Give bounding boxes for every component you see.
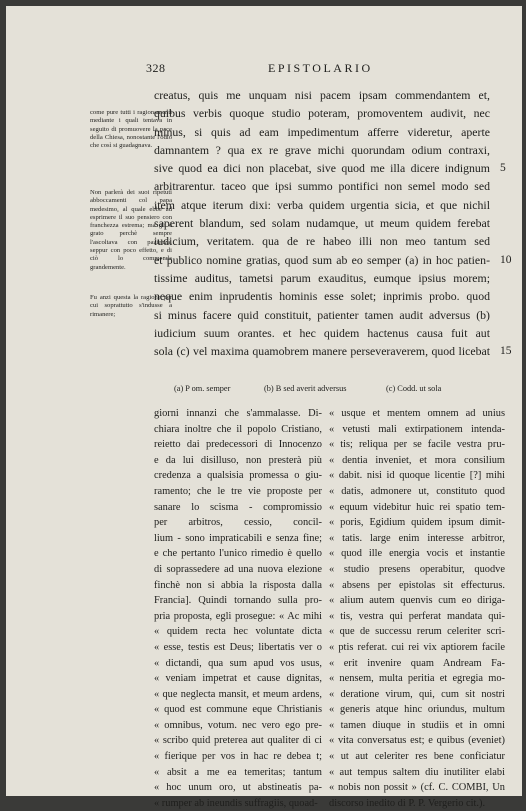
commentary-line: « omnibus, votum. nec vero ego pre- <box>154 719 322 731</box>
commentary-line: « absens per epistolas sit effecturus. <box>329 579 505 591</box>
commentary-line: « alium autem quenvis cum eo diriga- <box>329 595 505 607</box>
latin-text-block <box>154 86 490 360</box>
commentary-line: « dentia inveniet, et mora consilium <box>329 454 505 466</box>
commentary-line: pria proposta, egli prosegue: « Ac mihi <box>154 610 322 622</box>
latin-line: arbitrarentur. taceo que ipsi summo pontifici non semel modo sed <box>154 179 490 194</box>
commentary-line: lium - sono impraticabili e senza fine; <box>154 532 322 544</box>
commentary-line: « rumper ab ineundis suffragiis, quoad- <box>154 797 318 809</box>
commentary-line: « poris, Egidium quidem ipsum dimit- <box>329 517 505 529</box>
commentary-line: « veniam impetrat et cause dignitas, <box>154 673 322 685</box>
commentary-line: « erit invenire quam Andream Fa- <box>329 657 505 669</box>
latin-line: item atque iterum dixi: verba quidem urgentia sicia, et que nichil <box>154 197 490 212</box>
latin-line: sive quod ea dici non placebat, sive quod me illa dicere indignum <box>154 161 490 176</box>
commentary-line: « deratione virum, qui, cum sit nostri <box>329 688 505 700</box>
footnote-c: (c) Codd. ut sola <box>386 384 442 393</box>
commentary-line: « hoc unum oro, ut abstineatis pa- <box>154 782 322 794</box>
line-number: 5 <box>500 162 506 175</box>
commentary-line: « datis, admonere ut, constituto quod <box>329 485 505 497</box>
commentary-line: « dabit. nisi id quoque licentie [?] mihi <box>329 470 505 482</box>
commentary-line: « vetusti mali extirpationem intenda- <box>329 423 505 435</box>
commentary-line: « tatis. large enim interesse arbitror, <box>329 532 505 544</box>
commentary-line: « scribo quid preterea aut qualiter di ci <box>154 735 322 747</box>
commentary-line: credenza a qualsisia promessa o giu- <box>154 470 322 482</box>
commentary-line: « tamen diuque in studiis et in omni <box>329 719 505 731</box>
page-number: 328 <box>146 61 166 75</box>
latin-line: iudicium suum orantes. et hec quidem hactenus causa fuit aut <box>154 325 490 340</box>
commentary-line: « dictandi, qua sum apud vos usus, <box>154 657 322 669</box>
footnote-b: (b) B sed averit adversus <box>264 384 347 393</box>
commentary-line: « studio presens operabitur, quodve <box>329 563 505 575</box>
line-numbers <box>500 86 512 360</box>
commentary-line: « ptis referat. cui rei vix aptiorem facile <box>329 641 505 653</box>
commentary-line: discorso inedito di P. P. Vergerio cit.). <box>329 797 486 809</box>
commentary-line: « esse, testis est Deus; libertatis ver o <box>154 641 322 653</box>
latin-line: creatus, quis me unquam nisi pacem ipsam commendantem et, <box>154 88 490 102</box>
commentary-line: chiara inoltre che il popolo Cristiano, <box>154 423 322 435</box>
book-page <box>6 6 522 809</box>
commentary-line: ramento; che le tre vie proposte per <box>154 485 322 497</box>
latin-line: iudicium, veritatem. qua de re habeo illi non meo tantum sed <box>154 234 490 249</box>
commentary-line: « fierique per vos in hac re debea t; <box>154 751 322 763</box>
latin-line: et publico nomine gratias, quod sum ab eo semper (a) in hoc patien- <box>154 252 490 267</box>
commentary-right-column <box>329 406 505 811</box>
commentary-line: « aut tempus saltem diu inutiliter elabi <box>329 766 505 778</box>
commentary-line: « usque et mentem omnem ad unius <box>329 408 505 419</box>
commentary-line: « quidem recta hec voluntate dicta <box>154 626 322 638</box>
commentary-line: « tis; reliqua per se facile vestra pru- <box>329 439 505 451</box>
commentary-line: per arbitros, cessio, concil- <box>154 517 322 529</box>
latin-line: sola (c) vel maxima quamobrem manere perseveraverem, quod licebat <box>154 344 490 359</box>
commentary-line: e da lui disilluso, non presterà più <box>154 454 322 466</box>
latin-line: quibus verbis quoque studio poteram, promoventem audivit, nec <box>154 106 490 121</box>
commentary-line: reietto dai predecessori di Innocenzo <box>154 439 322 451</box>
latin-line: neque enim inprudentis hominis esse solet; inprimis probo. quod <box>154 289 490 304</box>
page-header <box>6 61 522 75</box>
footnote-a: (a) P om. semper <box>174 384 231 393</box>
footnotes <box>6 384 522 396</box>
line-number: 10 <box>500 253 512 266</box>
commentary-line: « nensem, multa peritia et egregia mo- <box>329 673 505 685</box>
commentary-left-column <box>154 406 322 811</box>
sidenote-2: Non parlerà dei suoi ripetuti abboccamenti col papa medesimo, al quale ebbe ad esprimere il suo pensiero con franchezza estrema; ma gli è grato perchè sempre l'ascoltava con pazienza, seppur con poco effetto, e di ciò lo commenda grandemente. <box>90 189 172 271</box>
commentary-line: « vita conversatus est; e quibus (eveniet) <box>329 735 505 747</box>
commentary-line: finchè non si abbia la risposta dalla <box>154 579 322 591</box>
line-number: 15 <box>500 345 512 358</box>
commentary-line: « quod ille energia vocis et instantie <box>329 548 505 560</box>
latin-line: saperent blandum, sed solam nudamque, ut meum quidem ferebat <box>154 216 490 231</box>
sidenote-3: Fu anzi questa la ragione per cui soprattutto s'indusse a rimanere; <box>90 294 172 318</box>
commentary-line: « nobis non possit » (cf. C. COMBI, Un <box>329 782 505 794</box>
commentary-line: Francia]. Quindi tornando sulla pro- <box>154 595 322 607</box>
latin-line: tissime auditus, tametsi parum exauditus, eumque ipsius morem; <box>154 270 490 285</box>
commentary-line: sanare lo scisma - compromissio <box>154 501 322 513</box>
commentary-line: « tis, vestra qui perferat mandata qui- <box>329 610 505 622</box>
commentary-line: « absit a me ea temeritas; tantum <box>154 766 322 778</box>
latin-line: minus, si quis ad eam impedimentum afferre videretur, aperte <box>154 124 490 139</box>
running-title: EPISTOLARIO <box>268 61 373 75</box>
commentary-line: « que de successu rerum celeriter scri- <box>329 626 505 638</box>
latin-line: damnantem ? qua ex re grave michi quorundam odium contraxi, <box>154 142 490 157</box>
latin-line: si minus facere quid constituit, patienter tamen audit adversus (b) <box>154 307 490 322</box>
commentary-line: « ut aut celeriter res bene conficiatur <box>329 751 505 763</box>
sidenote-1: come pure tutti i ragionamenti mediante i quali tentava in seguito di promuovere la pace della Chiesa, nonostante l'odio che così si guadagnava. <box>90 109 172 150</box>
commentary-line: « equum videbitur huic rei spatio tem- <box>329 501 505 513</box>
commentary-line: di soprassedere ad una nuova elezione <box>154 563 322 575</box>
commentary-line: e che pertanto l'unico rimedio è quello <box>154 548 322 560</box>
commentary-line: giorni innanzi che s'ammalasse. Di- <box>154 408 322 419</box>
commentary-line: « que neglecta mansit, et meum ardens, <box>154 688 322 700</box>
commentary-line: « generis atque hinc oriundus, multum <box>329 704 505 716</box>
commentary-line: « quod est commune eque Christianis <box>154 704 322 716</box>
